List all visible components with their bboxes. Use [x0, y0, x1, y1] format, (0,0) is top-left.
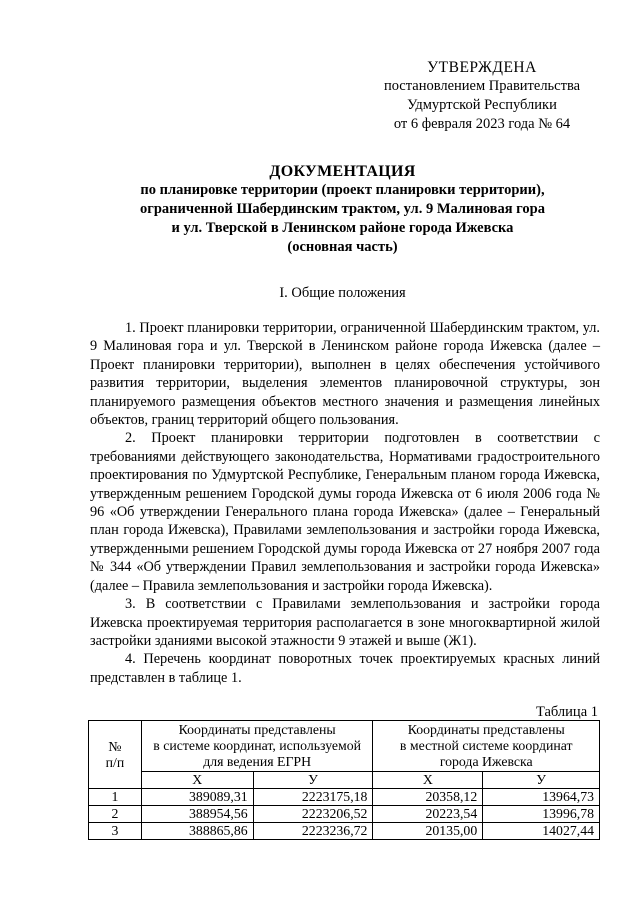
- column-group-egrn: [141, 721, 373, 772]
- cell-y-local: 13996,78: [483, 806, 600, 823]
- cell-x-local: 20223,54: [373, 806, 483, 823]
- approval-line-3: от 6 февраля 2023 года № 64: [393, 116, 571, 132]
- table-caption: Таблица 1: [535, 704, 598, 720]
- cell-number: 2: [89, 806, 142, 823]
- approval-line-2: Удмуртской Республики: [407, 97, 557, 113]
- table-row: [89, 789, 600, 806]
- paragraph-4: 4. Перечень координат поворотных точек проектируемых красных линий представлен в таблице 1.: [90, 651, 600, 686]
- title-line-2: по планировке территории (проект планировки территории),: [140, 182, 545, 198]
- group-local-line-1: Координаты представлены: [407, 722, 565, 737]
- column-group-local: [373, 721, 600, 772]
- title-line-4: и ул. Тверской в Ленинском районе города Ижевска: [171, 220, 514, 236]
- column-header-y-local: У: [483, 772, 600, 789]
- table-row: [89, 806, 600, 823]
- table-row: [89, 823, 600, 840]
- section-heading: I. Общие положения: [279, 285, 406, 301]
- group-egrn-line-2: в системе координат, используемой: [153, 738, 362, 753]
- title-line-5: (основная часть): [287, 239, 398, 255]
- cell-y-egrn: 2223206,52: [253, 806, 373, 823]
- paragraph-2: 2. Проект планировки территории подготовлен в соответствии с требованиями действующего законодательства, Нормативами градостроительного проектирования по Удмуртской Республике, Генеральным планом города Ижевска, утвержденным решением Городской думы города Ижевска от 6 июля 2006 года № 96 «Об утверждении Генерального плана города Ижевска» (далее – Генеральный план города Ижевска), Правилами землепользования и застройки города Ижевска, утвержденными решением Городской думы города Ижевска от 27 ноября 2007 года № 344 «Об утверждении Правил землепользования и застройки города Ижевска» (далее – Правила землепользования и застройки города Ижевска).: [90, 430, 600, 594]
- column-header-number-line-2: п/п: [105, 754, 125, 770]
- approval-line-1: постановлением Правительства: [383, 78, 581, 94]
- cell-y-local: 13964,73: [483, 789, 600, 806]
- group-local-line-2: в местной системе координат: [399, 738, 573, 753]
- cell-x-egrn: 388954,56: [141, 806, 253, 823]
- column-header-x-local: X: [373, 772, 483, 789]
- cell-x-local: 20135,00: [373, 823, 483, 840]
- group-egrn-line-3: для ведения ЕГРН: [203, 754, 312, 769]
- document-body: [90, 319, 600, 687]
- cell-number: 1: [89, 789, 142, 806]
- cell-y-egrn: 2223175,18: [253, 789, 373, 806]
- group-local-line-3: города Ижевска: [439, 754, 533, 769]
- approval-heading: УТВЕРЖДЕНА: [427, 59, 537, 76]
- cell-x-egrn: 389089,31: [141, 789, 253, 806]
- column-header-number-line-1: №: [108, 738, 122, 754]
- cell-y-egrn: 2223236,72: [253, 823, 373, 840]
- coordinates-table: [88, 720, 600, 840]
- document-title: [90, 162, 595, 257]
- cell-y-local: 14027,44: [483, 823, 600, 840]
- column-header-y-egrn: У: [253, 772, 373, 789]
- paragraph-3: 3. В соответствии с Правилами землепользования и застройки города Ижевска проектируемая территория располагается в зоне многоквартирной жилой застройки зданиями высокой этажности 9 этажей и выше (Ж1).: [90, 596, 600, 649]
- column-header-x-egrn: X: [141, 772, 253, 789]
- group-egrn-line-1: Координаты представлены: [178, 722, 336, 737]
- cell-x-local: 20358,12: [373, 789, 483, 806]
- cell-x-egrn: 388865,86: [141, 823, 253, 840]
- title-line-3: ограниченной Шабердинским трактом, ул. 9 Малиновая гора: [140, 201, 545, 217]
- paragraph-1: 1. Проект планировки территории, ограниченной Шабердинским трактом, ул. 9 Малиновая гора и ул. Тверской в Ленинском районе города Ижевска (далее – Проект планировки территории), выполнен в целях обеспечения устойчивого развития территории, выделения элементов планировочной структуры, зон планируемого размещения объектов местного значения и размещения линейных объектов, границ территорий общего пользования.: [90, 320, 600, 429]
- column-header-number: [89, 721, 142, 789]
- title-line-1: ДОКУМЕНТАЦИЯ: [269, 163, 416, 180]
- approval-block: [372, 58, 592, 134]
- cell-number: 3: [89, 823, 142, 840]
